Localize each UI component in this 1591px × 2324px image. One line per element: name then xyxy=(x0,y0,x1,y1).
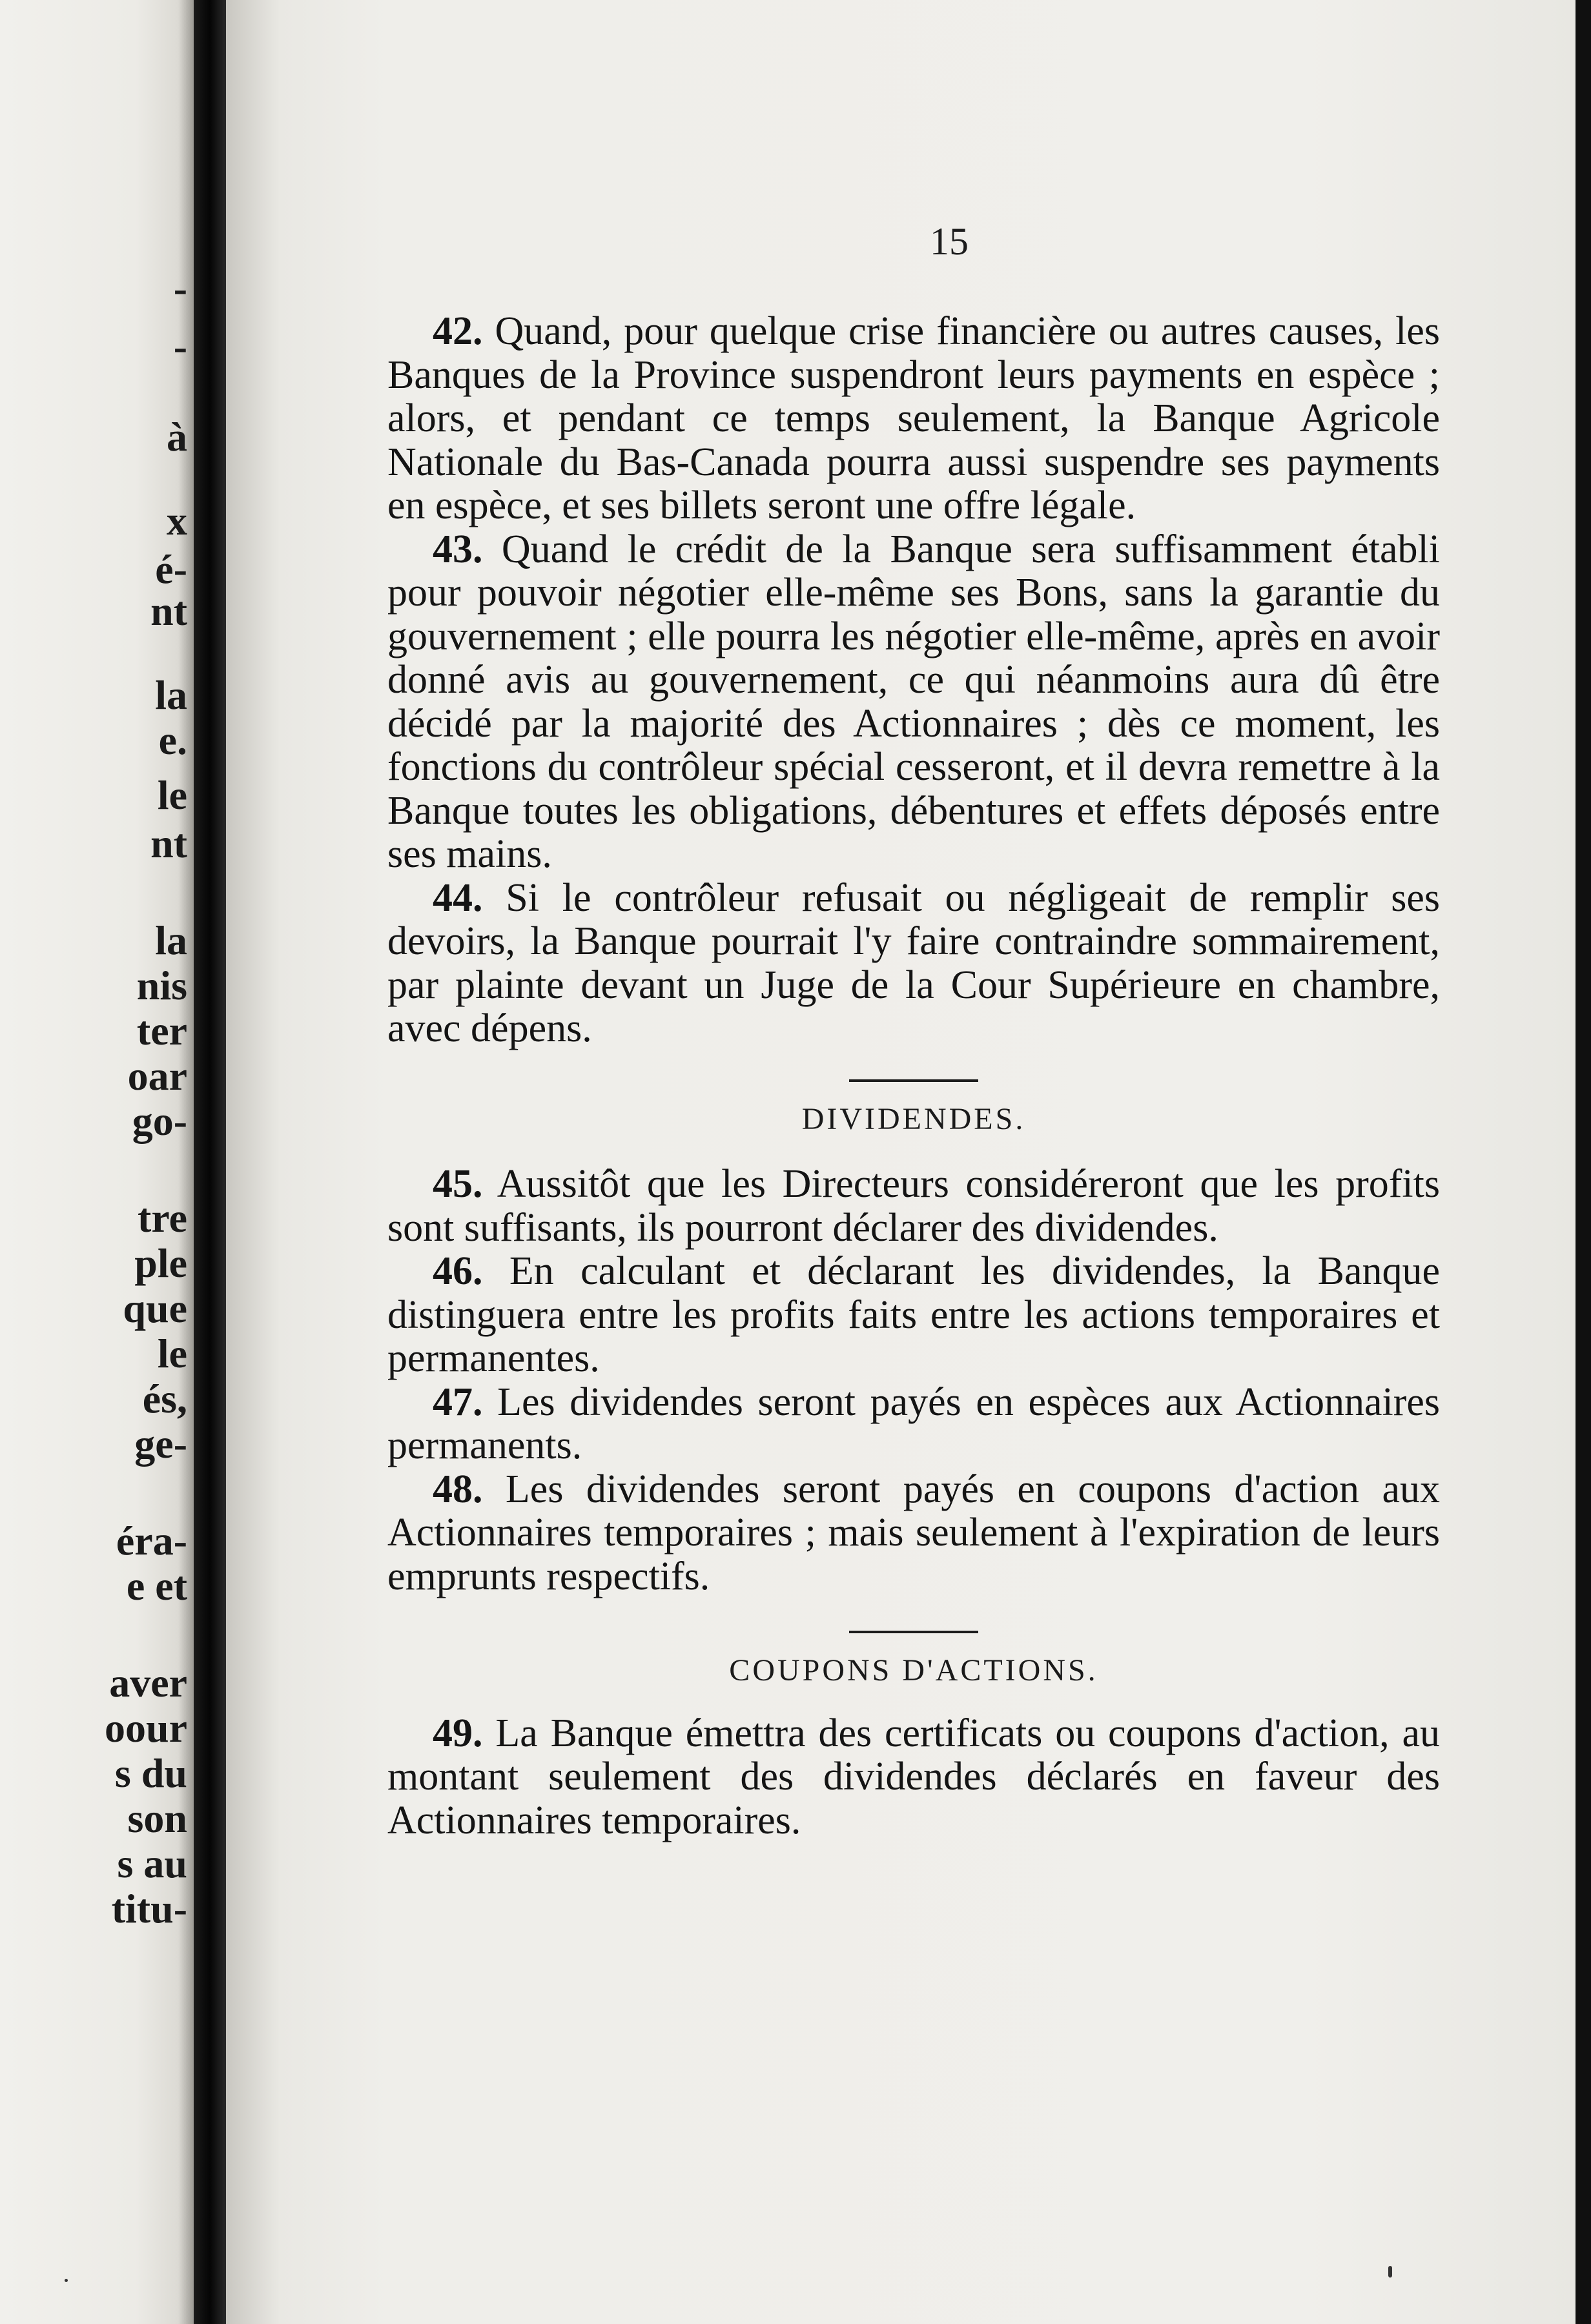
article-47 xyxy=(387,1381,1440,1468)
article-number: 46. xyxy=(433,1249,483,1293)
page-number: 15 xyxy=(930,220,969,263)
margin-fragment: le xyxy=(157,772,187,818)
margin-fragment: son xyxy=(127,1795,187,1841)
article-text: En calculant et déclarant les dividendes, la Banque distinguera entre les profits faits entre les actions temporaires et permanentes. xyxy=(387,1249,1440,1380)
margin-fragment: titu- xyxy=(111,1886,187,1932)
article-number: 45. xyxy=(433,1162,483,1206)
margin-fragment: tre xyxy=(138,1195,187,1241)
margin-fragment: que xyxy=(123,1285,187,1331)
article-text: Les dividendes seront payés en coupons d'action aux Actionnaires temporaires ; mais seulement à l'expiration de leurs emprunts respectifs. xyxy=(387,1467,1440,1598)
book-gutter xyxy=(194,0,226,2324)
margin-fragment: éra- xyxy=(116,1518,187,1564)
margin-fragment: la xyxy=(155,672,187,718)
article-43 xyxy=(387,528,1440,877)
margin-fragment: - xyxy=(173,265,187,311)
margin-fragment: ge- xyxy=(134,1421,187,1467)
margin-fragment: nt xyxy=(150,588,187,634)
margin-fragment: s au xyxy=(117,1840,187,1886)
section-divider xyxy=(849,1631,978,1633)
margin-fragment: aver xyxy=(109,1660,187,1706)
margin-fragment: go- xyxy=(132,1098,187,1144)
facing-page xyxy=(0,0,194,2324)
section-heading-coupons: COUPONS D'ACTIONS. xyxy=(729,1653,1098,1687)
article-text: Si le contrôleur refusait ou négligeait de remplir ses devoirs, la Banque pourrait l'y faire contraindre sommairement, par plainte devant un Juge de la Cour Supérieure en chambre, avec dépens. xyxy=(387,875,1440,1050)
article-48 xyxy=(387,1468,1440,1599)
article-number: 49. xyxy=(433,1711,483,1755)
margin-fragment: e et xyxy=(126,1563,187,1609)
margin-fragment: nt xyxy=(150,821,187,866)
article-text: Les dividendes seront payés en espèces aux Actionnaires permanents. xyxy=(387,1380,1441,1467)
margin-fragment: à xyxy=(167,414,187,460)
margin-fragment: oar xyxy=(127,1053,187,1099)
margin-fragment: é- xyxy=(155,546,187,592)
margin-fragment: és, xyxy=(142,1376,187,1422)
article-49 xyxy=(387,1712,1440,1843)
article-45 xyxy=(387,1163,1440,1250)
margin-fragment: ter xyxy=(136,1008,187,1054)
margin-fragment: ple xyxy=(134,1240,187,1286)
article-text: Quand, pour quelque crise financière ou autres causes, les Banques de la Province suspendront leurs payments en espèce ; alors, et pendant ce temps seulement, la Banque Agricole Nationale du Bas-Canada pourra aussi suspendre ses payments en espèce, et ses billets seront une offre légale. xyxy=(387,309,1440,527)
margin-fragment: le xyxy=(157,1330,187,1376)
section-divider xyxy=(849,1079,978,1082)
article-text: Quand le crédit de la Banque sera suffisamment établi pour pouvoir négotier elle-même ses Bons, sans la garantie du gouvernement ; elle pourra les négotier elle-même, après en avoir donné avis au gouvernement, ce qui néanmoins aura dû être décidé par la majorité des Actionnaires ; dès ce moment, les fonctions du contrôleur spécial cesseront, et il devra remettre à la Banque toutes les obligations, débentures et effets déposés entre ses mains. xyxy=(387,527,1441,876)
margin-fragment: x xyxy=(167,498,187,544)
article-46 xyxy=(387,1250,1440,1381)
article-44 xyxy=(387,877,1440,1051)
article-number: 48. xyxy=(433,1467,483,1511)
margin-fragment: oour xyxy=(105,1705,187,1751)
article-number: 44. xyxy=(433,875,483,920)
article-42 xyxy=(387,310,1440,528)
scan-edge xyxy=(1576,0,1591,2324)
scan-speck xyxy=(1388,2266,1392,2278)
article-number: 47. xyxy=(433,1380,483,1424)
scan-speck xyxy=(65,2279,68,2282)
article-number: 42. xyxy=(433,309,483,353)
document-page xyxy=(226,0,1576,2324)
article-text: Aussitôt que les Directeurs considéreront que les profits sont suffisants, ils pourront déclarer des dividendes. xyxy=(387,1162,1440,1250)
margin-fragment: - xyxy=(173,323,187,369)
margin-fragment: s du xyxy=(114,1750,187,1796)
margin-fragment: nis xyxy=(136,963,187,1008)
margin-fragment: la xyxy=(155,917,187,963)
section-heading-dividendes: DIVIDENDES. xyxy=(801,1101,1026,1136)
margin-fragment: e. xyxy=(158,717,187,763)
article-text: La Banque émettra des certificats ou coupons d'action, au montant seulement des dividendes déclarés en faveur des Actionnaires temporaires. xyxy=(387,1711,1441,1842)
page-body xyxy=(387,310,1440,1842)
article-number: 43. xyxy=(433,527,483,571)
